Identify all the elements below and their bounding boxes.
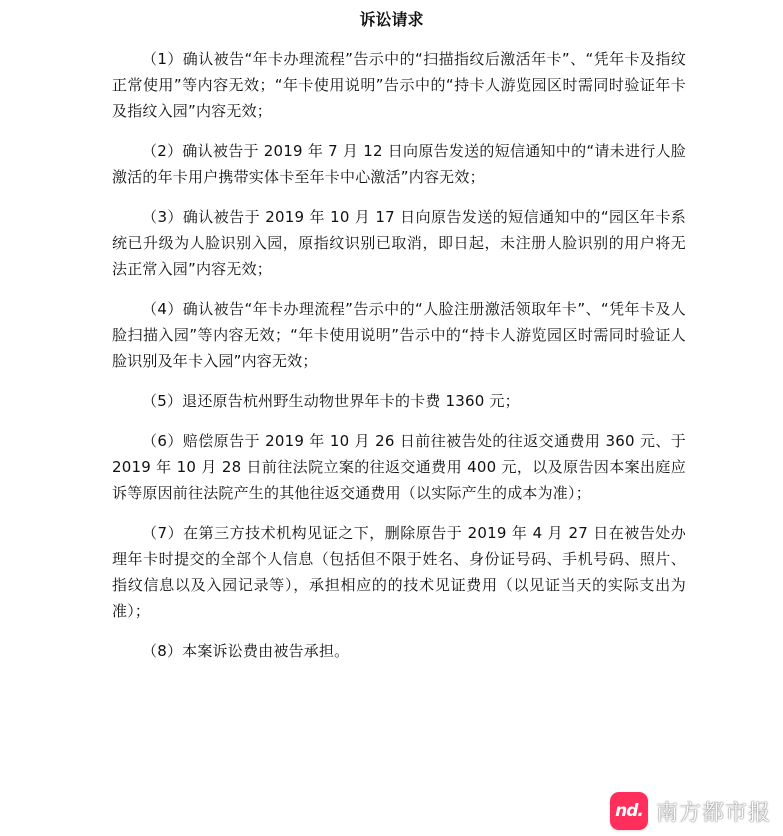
document-title: 诉讼请求 [359, 10, 424, 29]
claim-item-6: （6）赔偿原告于 2019 年 10 月 26 日前往被告处的往返交通费用 360 元、于 2019 年 10 月 28 日前往法院立案的往返交通费用 400 元，以及原告因本案出庭应诉等原因前往法院产生的其他往返交通费用（以实际产生的成本为准）； [112, 432, 686, 502]
claim-item-8: （8）本案诉讼费由被告承担。 [142, 642, 350, 660]
claim-item-5: （5）退还原告杭州野生动物世界年卡的卡费 1360 元； [142, 392, 520, 410]
claim-item-4: （4）确认被告“年卡办理流程”告示中的“人脸注册激活领取年卡”、“凭年卡及人脸扫描入园”等内容无效；“年卡使用说明”告示中的“持卡人游览园区时需同时验证人脸识别及年卡入园”内容无效； [112, 300, 686, 370]
claim-item-2: （2）确认被告于 2019 年 7 月 12 日向原告发送的短信通知中的“请未进行人脸激活的年卡用户携带实体卡至年卡中心激活”内容无效； [112, 142, 686, 186]
claim-item-3: （3）确认被告于 2019 年 10 月 17 日向原告发送的短信通知中的“园区年卡系统已升级为人脸识别入园，原指纹识别已取消，即日起，未注册人脸识别的用户将无法正常入园”内容无效； [112, 208, 686, 278]
brand-name: 南方都市报 [655, 800, 771, 826]
document-body [112, 46, 686, 678]
brand-logo-icon: nd. [610, 792, 648, 830]
claim-item-1: （1）确认被告“年卡办理流程”告示中的“扫描指纹后激活年卡”、“凭年卡及指纹正常使用”等内容无效；“年卡使用说明”告示中的“持卡人游览园区时需同时验证年卡及指纹入园”内容无效； [112, 50, 686, 120]
claim-item-7: （7）在第三方技术机构见证之下，删除原告于 2019 年 4 月 27 日在被告处办理年卡时提交的全部个人信息（包括但不限于姓名、身份证号码、手机号码、照片、指纹信息以及入园记录等），承担相应的的技术见证费用（以见证当天的实际支出为准）； [112, 524, 686, 620]
watermark [610, 792, 771, 830]
